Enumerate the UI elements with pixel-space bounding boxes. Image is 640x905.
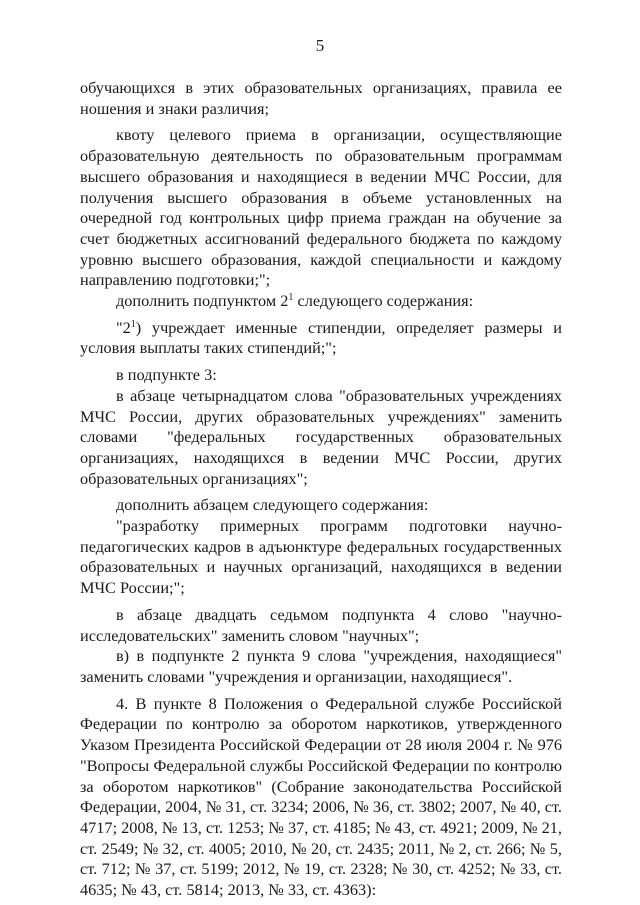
paragraph-scholarships bbox=[80, 318, 562, 359]
add-subitem-superscript: 1 bbox=[288, 292, 294, 304]
paragraph-item-4: 4. В пункте 8 Положения о Федеральной службе Российской Федерации по контролю за оборотом наркотиков, утвержденного Указом Президента Российской Федерации от 28 июля 2004 г. № 976 "Вопросы Федеральной службы Российской Федерации по контролю за оборотом наркотиков" (Собрание законодательства Российской Федерации, 2004, № 31, ст. 3234; 2006, № 36, ст. 3802; 2007, № 40, ст. 4717; 2008, № 13, ст. 1253; № 37, ст. 4185; № 43, ст. 4921; 2009, № 21, ст. 2549; № 32, ст. 4005; 2010, № 20, ст. 2435; 2011, № 2, ст. 266; № 5, ст. 712; № 37, ст. 5199; 2012, № 19, ст. 2328; № 30, ст. 4252; № 33, ст. 4635; № 43, ст. 5814; 2013, № 33, ст. 4363): bbox=[80, 693, 562, 900]
paragraph-twenty-seventh-abzac: в абзаце двадцать седьмом подпункта 4 слово "научно-исследовательских" заменить словом "научных"; bbox=[80, 604, 562, 645]
page-number: 5 bbox=[315, 36, 325, 55]
paragraph-item-v: в) в подпункте 2 пункта 9 слова "учреждения, находящиеся" заменить словами "учреждения и организации, находящиеся". bbox=[80, 646, 562, 686]
scholarships-text-start: "2 bbox=[116, 317, 131, 337]
scholarships-superscript: 1 bbox=[130, 318, 136, 330]
add-subitem-text-end: следующего содержания: bbox=[293, 291, 474, 311]
paragraph-uniform-rules: обучающихся в этих образовательных организациях, правила ее ношения и знаки различия; bbox=[80, 78, 562, 118]
paragraph-target-quota: квоту целевого приема в организации, осуществляющие образовательную деятельность по образовательным программам высшего образования и находящиеся в ведении МЧС России, для получения высшего образования в объеме установленных на очередной год контрольных цифр приема граждан на обучение за счет бюджетных ассигнований федерального бюджета по каждому уровню высшего образования, каждой специальности и каждому направлению подготовки;"; bbox=[80, 125, 562, 290]
paragraph-adjunct-programs: "разработку примерных программ подготовки научно-педагогических кадров в адъюнктуре федеральных государственных образовательных и научных организаций, находящихся в ведении МЧС России;"; bbox=[80, 516, 562, 598]
paragraph-add-abzac: дополнить абзацем следующего содержания: bbox=[116, 495, 429, 515]
scholarships-text-end: ) учреждает именные стипендии, определяет размеры и условия выплаты таких стипендий;"; bbox=[80, 317, 562, 358]
add-subitem-text: дополнить подпунктом 2 bbox=[116, 291, 289, 311]
paragraph-subitem-3: в подпункте 3: bbox=[116, 365, 217, 385]
paragraph-add-subitem bbox=[80, 291, 562, 312]
paragraph-fourteenth-abzac: в абзаце четырнадцатом слова "образовательных учреждениях МЧС России, других образовательных учреждениях" заменить словами "федеральных государственных образовательных организациях, находящихся в ведении МЧС России, других образовательных организациях"; bbox=[80, 385, 562, 488]
document-body bbox=[80, 78, 562, 901]
